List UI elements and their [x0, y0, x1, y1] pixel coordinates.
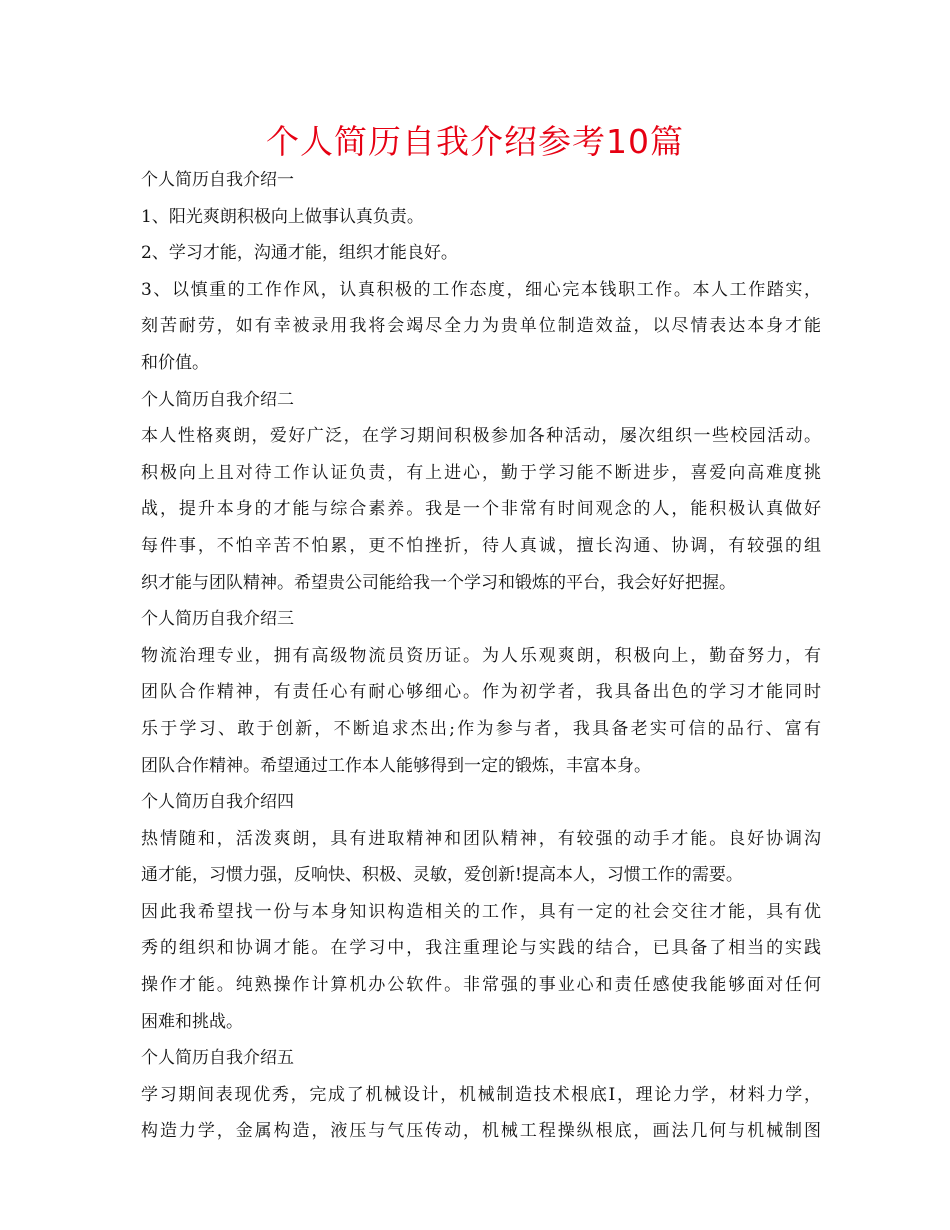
paragraph-line: 因此我希望找一份与本身知识构造相关的工作，具有一定的社会交往才能，具有优 [141, 901, 821, 922]
section-heading-3: 个人简历自我介绍三 [141, 609, 294, 630]
paragraph-line: 2、学习才能，沟通才能，组织才能良好。 [141, 243, 458, 264]
paragraph-line: 积极向上且对待工作认证负责，有上进心，勤于学习能不断进步，喜爱向高难度挑 [141, 462, 821, 483]
paragraph-line: 物流治理专业，拥有高级物流员资历证。为人乐观爽朗，积极向上，勤奋努力，有 [141, 645, 821, 666]
paragraph-line: 操作才能。纯熟操作计算机办公软件。非常强的事业心和责任感使我能够面对任何 [141, 975, 821, 996]
paragraph-line: 团队合作精神。希望通过工作本人能够得到一定的锻炼，丰富本身。 [141, 755, 651, 776]
paragraph-line: 团队合作精神，有责任心有耐心够细心。作为初学者，我具备出色的学习才能同时 [141, 682, 821, 703]
section-heading-5: 个人简历自我介绍五 [141, 1048, 294, 1069]
document-title: 个人简历自我介绍参考10篇 [266, 122, 684, 161]
paragraph-line: 3、以慎重的工作作风，认真积极的工作态度，细心完本钱职工作。本人工作踏实， [141, 279, 821, 300]
paragraph-line: 本人性格爽朗，爱好广泛，在学习期间积极参加各种活动，屡次组织一些校园活动。 [141, 426, 821, 447]
paragraph-line: 和价值。 [141, 352, 209, 373]
paragraph-line: 1、阳光爽朗积极向上做事认真负责。 [141, 206, 424, 227]
paragraph-line: 困难和挑战。 [141, 1011, 243, 1032]
section-heading-2: 个人简历自我介绍二 [141, 389, 294, 410]
paragraph-line: 战，提升本身的才能与综合素养。我是一个非常有时间观念的人，能积极认真做好 [141, 499, 821, 520]
section-heading-1: 个人简历自我介绍一 [141, 170, 294, 190]
document-body [141, 162, 821, 1150]
paragraph-line: 乐于学习、敢于创新，不断追求杰出;作为参与者，我具备老实可信的品行、富有 [141, 718, 821, 739]
section-heading-4: 个人简历自我介绍四 [141, 792, 294, 813]
paragraph-line: 学习期间表现优秀，完成了机械设计，机械制造技术根底Ⅰ，理论力学，材料力学， [141, 1084, 821, 1105]
paragraph-line: 热情随和，活泼爽朗，具有进取精神和团队精神，有较强的动手才能。良好协调沟 [141, 828, 821, 849]
paragraph-line: 通才能，习惯力强，反响快、积极、灵敏，爱创新!提高本人，习惯工作的需要。 [141, 865, 743, 886]
paragraph-line: 构造力学，金属构造，液压与气压传动，机械工程操纵根底，画法几何与机械制图 [141, 1121, 821, 1142]
paragraph-line: 秀的组织和协调才能。在学习中，我注重理论与实践的结合，已具备了相当的实践 [141, 938, 821, 959]
paragraph-line: 每件事，不怕辛苦不怕累，更不怕挫折，待人真诚，擅长沟通、协调，有较强的组 [141, 535, 821, 556]
paragraph-line: 刻苦耐劳，如有幸被录用我将会竭尽全力为贵单位制造效益，以尽情表达本身才能 [141, 316, 821, 337]
paragraph-line: 织才能与团队精神。希望贵公司能给我一个学习和锻炼的平台，我会好好把握。 [141, 572, 736, 593]
